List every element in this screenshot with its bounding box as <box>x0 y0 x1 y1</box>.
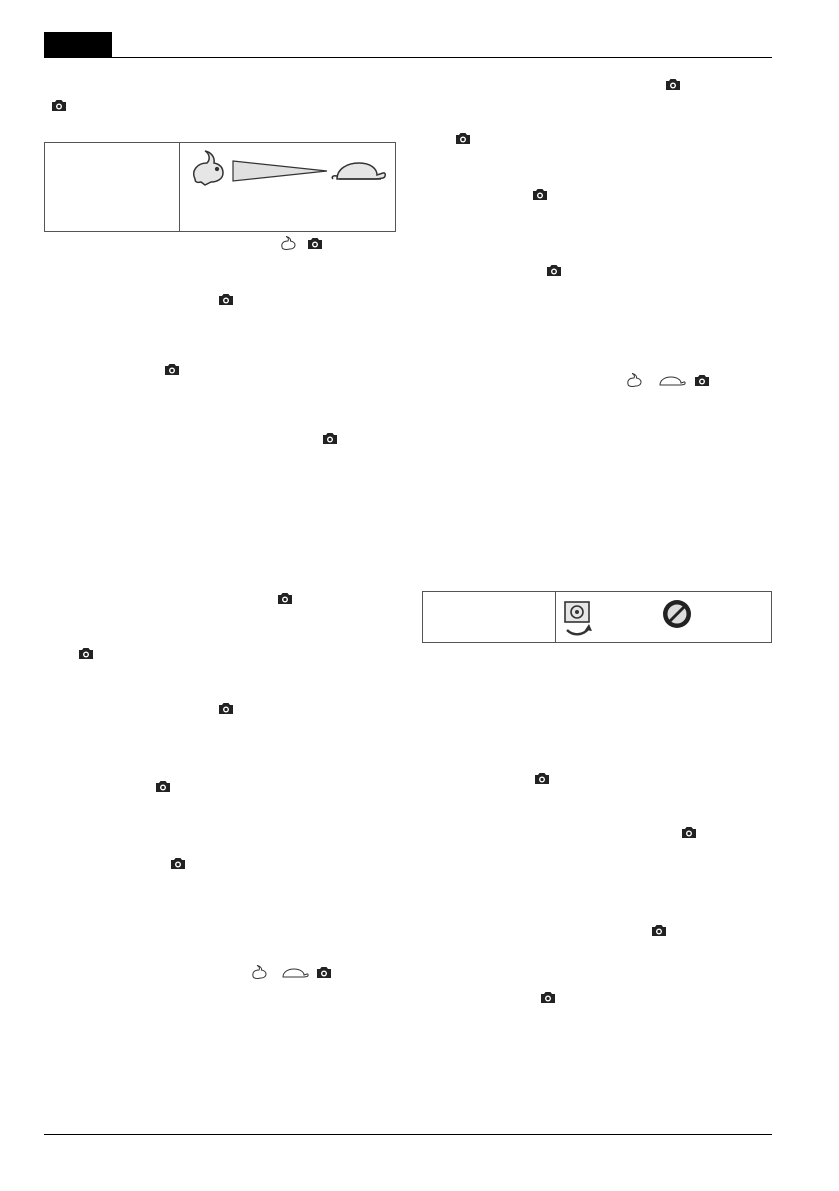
camera-icon <box>651 924 667 937</box>
camera-icon <box>681 826 697 839</box>
camera-icon <box>277 592 293 605</box>
camera-icon <box>170 857 186 870</box>
camera-icon <box>534 772 550 785</box>
camera-icon <box>540 991 556 1004</box>
camera-icon <box>455 132 471 145</box>
camera-icon <box>665 78 681 91</box>
mode-table-divider <box>555 592 556 642</box>
speed-table <box>44 142 396 232</box>
camera-icon <box>155 780 171 793</box>
compass-dial-icon <box>661 598 693 630</box>
footer-rule <box>44 1134 772 1135</box>
camera-icon <box>546 264 562 277</box>
speed-wedge-icon <box>233 161 327 181</box>
rabbit-icon <box>280 236 300 250</box>
camera-icon <box>78 647 94 660</box>
header-tab <box>44 32 112 58</box>
camera-icon <box>218 702 234 715</box>
camera-icon <box>694 374 710 387</box>
speed-scale-graphic <box>187 149 387 189</box>
rabbit-icon <box>626 373 646 387</box>
speed-table-divider <box>179 143 180 231</box>
camera-icon <box>532 188 548 201</box>
settings-rotate-icon <box>563 600 593 636</box>
turtle-icon <box>332 163 385 179</box>
header-rule <box>112 57 772 58</box>
camera-icon <box>307 237 323 250</box>
camera-icon <box>322 432 338 445</box>
mode-table <box>422 591 772 643</box>
turtle-icon <box>281 967 309 981</box>
camera-icon <box>316 966 332 979</box>
turtle-icon <box>658 375 686 389</box>
rabbit-icon <box>194 151 223 185</box>
camera-icon <box>51 99 67 112</box>
rabbit-icon <box>251 965 271 979</box>
camera-icon <box>164 363 180 376</box>
camera-icon <box>218 293 234 306</box>
